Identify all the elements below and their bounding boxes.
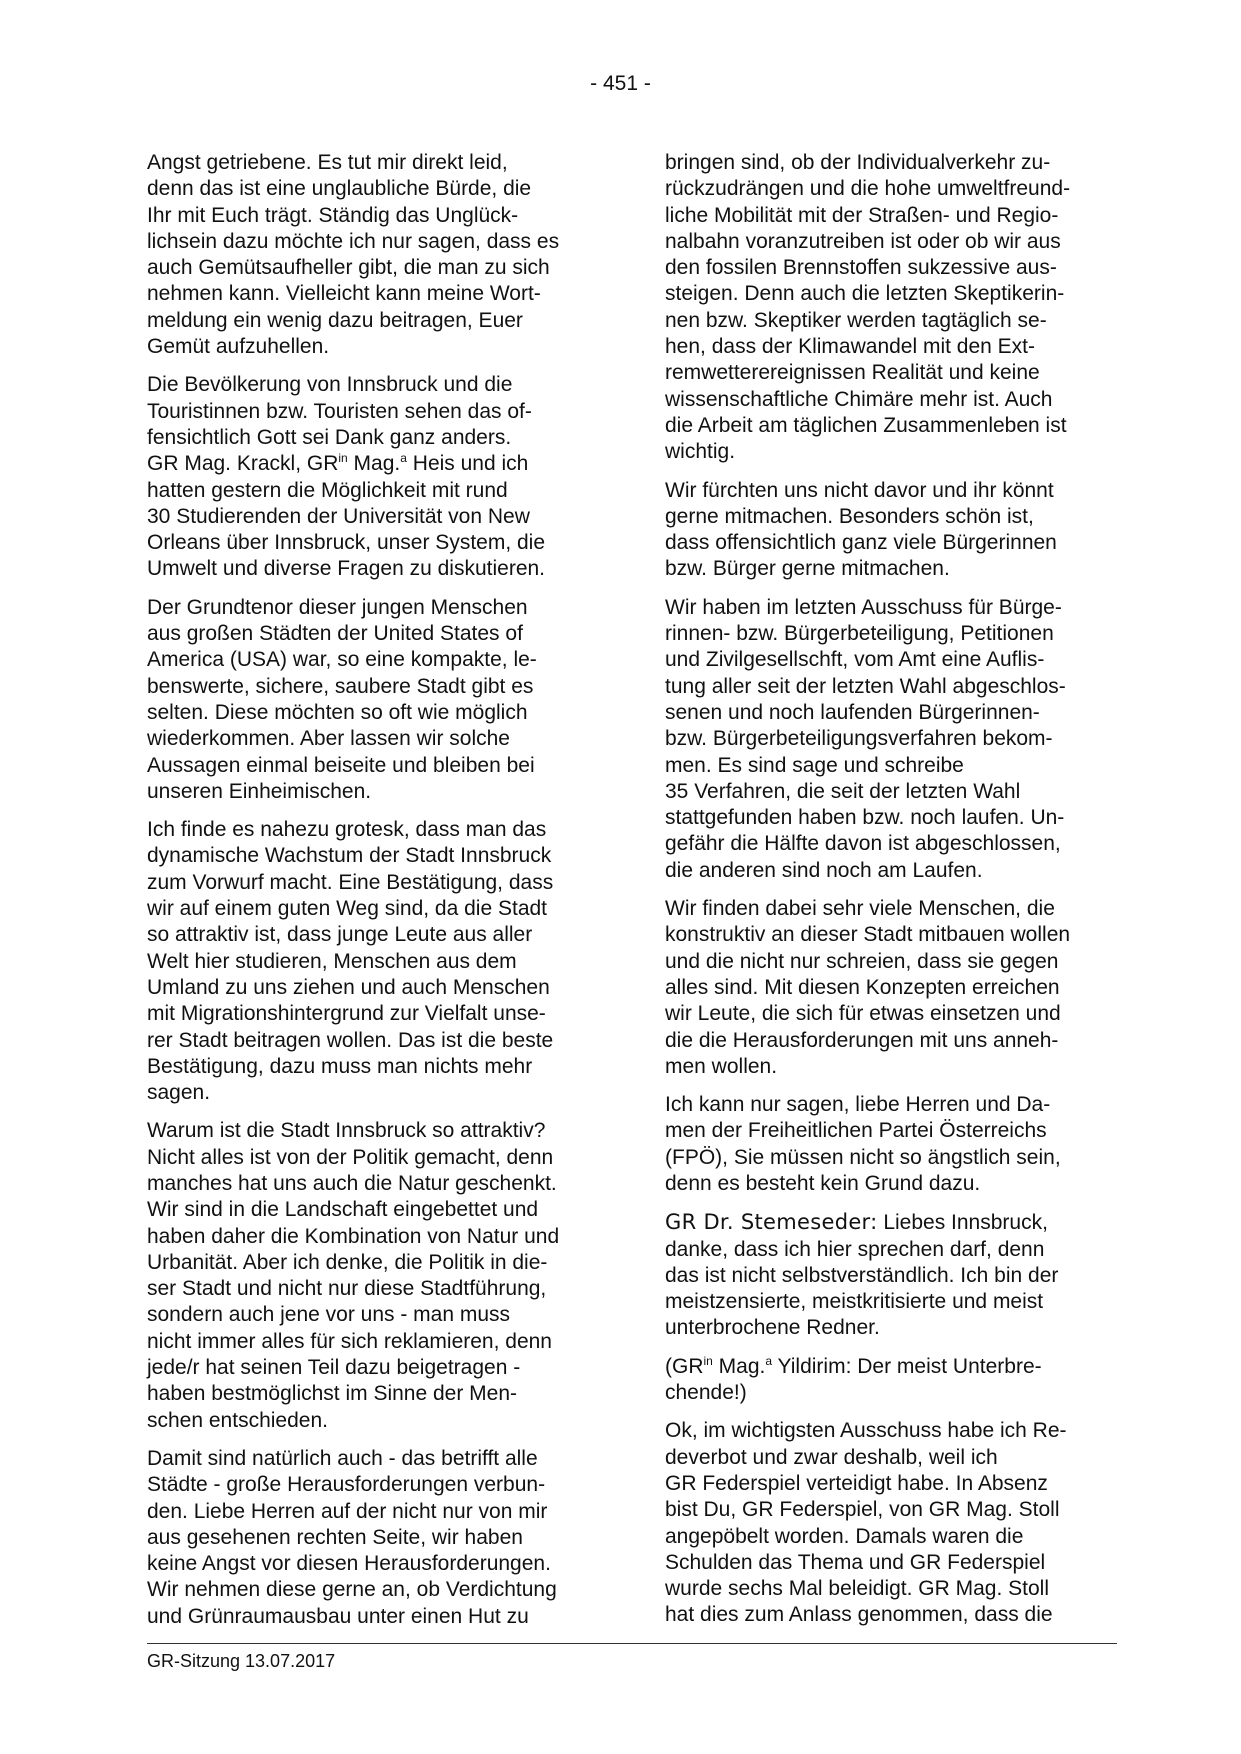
paragraph: Der Grundtenor dieser jungen Menschen aus großen Städten der United States of America (USA) war, so eine kompakte, le- benswerte, sichere, saubere Stadt gibt es selten. Diese möchten so oft wie möglich wiederkommen. Aber lassen wir solche Aussagen einmal beiseite und bleiben bei unseren Einheimischen.: [147, 595, 537, 803]
paragraph: Damit sind natürlich auch - das betrifft alle Städte - große Herausforderungen verbun- den. Liebe Herren auf der nicht nur von mir aus gesehenen rechten Seite, wir haben keine Angst vor diesen Herausforderungen. Wir nehmen diese gerne an, ob Verdichtung und Grünraumausbau unter einen Hut zu: [147, 1446, 557, 1628]
paragraph: Ich kann nur sagen, liebe Herren und Da- men der Freiheitlichen Partei Österreichs (FPÖ), Sie müssen nicht so ängstlich sein, denn es besteht kein Grund dazu.: [665, 1093, 1061, 1195]
superscript: in: [338, 451, 348, 466]
text-run: Mag.: [712, 1354, 766, 1378]
paragraph: Warum ist die Stadt Innsbruck so attraktiv? Nicht alles ist von der Politik gemacht, denn manches hat uns auch die Natur geschenkt. Wir sind in die Landschaft eingebettet und haben daher die Kombination von Natur und Urbanität. Aber ich denke, die Politik in die- ser Stadt und nicht nur diese Stadtführung, sondern auch jene vor uns - man muss nicht immer alles für sich reklamieren, denn jede/r hat seinen Teil dazu beigetragen - haben bestmöglichst im Sinne der Men- schen entschieden.: [147, 1119, 560, 1432]
speaker-paragraph: [665, 1209, 1115, 1341]
left-column: [147, 150, 597, 1642]
text-run: Die Bevölkerung von Innsbruck und die Touristinnen bzw. Touristen sehen das of- fensichtlich Gott sei Dank ganz anders. GR Mag. Krackl, GR: [147, 373, 532, 476]
page-number: - 451 -: [590, 72, 651, 95]
speaker-name: GR Dr. Stemeseder:: [665, 1210, 878, 1235]
paragraph: Angst getriebene. Es tut mir direkt leid, denn das ist eine unglaubliche Bürde, die Ihr mit Euch trägt. Ständig das Unglück- lichsein dazu möchte ich nur sagen, dass es auch Gemütsaufheller gibt, die man zu sich nehmen kann. Vielleicht kann meine Wort- meldung ein wenig dazu beitragen, Euer Gemüt aufzuhellen.: [147, 151, 560, 359]
superscript: a: [400, 451, 407, 466]
text-run: (GR: [665, 1354, 704, 1378]
text-run: Mag.: [347, 452, 401, 476]
text-run: Yildirim: Der meist Unterbre- chende!): [665, 1354, 1042, 1405]
paragraph: Wir haben im letzten Ausschuss für Bürge- rinnen- bzw. Bürgerbeteiligung, Petitionen und Zivilgesellschft, vom Amt eine Auflis- tung aller seit der letzten Wahl abgeschlos- senen und noch laufenden Bürgerinnen- bzw. Bürgerbeteiligungsverfahren bekom- men. Es sind sage und schreibe 35 Verfahren, die seit der letzten Wahl stattgefunden haben bzw. noch laufen. Un- gefähr die Hälfte davon ist abgeschlossen, die anderen sind noch am Laufen.: [665, 595, 1066, 882]
paragraph: [147, 372, 597, 582]
footer-text: GR-Sitzung 13.07.2017: [147, 1651, 336, 1671]
interjection: [665, 1354, 1115, 1407]
paragraph: Wir fürchten uns nicht davor und ihr könnt gerne mitmachen. Besonders schön ist, dass offensichtlich ganz viele Bürgerinnen bzw. Bürger gerne mitmachen.: [665, 478, 1057, 581]
speaker-text: Liebes Innsbruck, danke, dass ich hier sprechen darf, denn das ist nicht selbstverständlich. Ich bin der meistzensierte, meistkritisierte und meist unterbrochene Redner.: [665, 1211, 1059, 1340]
superscript: a: [765, 1353, 773, 1368]
right-column: [665, 150, 1115, 1641]
paragraph: Wir finden dabei sehr viele Menschen, die konstruktiv an dieser Stadt mitbauen wollen und die nicht nur schreien, dass sie gegen alles sind. Mit diesen Konzepten erreichen wir Leute, die sich für etwas einsetzen und die die Herausforderungen mit uns anneh- men wollen.: [665, 897, 1071, 1078]
paragraph: bringen sind, ob der Individualverkehr zu- rückzudrängen und die hohe umweltfreund- liche Mobilität mit der Straßen- und Regio- nalbahn voranzutreiben ist oder ob wir aus den fossilen Brennstoffen sukzessive aus- steigen. Denn auch die letzten Skeptikerin- nen bzw. Skeptiker werden tagtäglich se- hen, dass der Klimawandel mit den Ext- remwetterereignissen Realität und keine wissenschaftliche Chimäre mehr ist. Auch die Arbeit am täglichen Zusammenleben ist wichtig.: [665, 151, 1071, 464]
text-run: Heis und ich hatten gestern die Möglichkeit mit rund 30 Studierenden der Universität von New Orleans über Innsbruck, unser System, die Umwelt und diverse Fragen zu diskutieren.: [147, 452, 546, 581]
superscript: in: [703, 1353, 713, 1368]
footer-divider: [147, 1643, 1117, 1644]
paragraph: Ich finde es nahezu grotesk, dass man das dynamische Wachstum der Stadt Innsbruck zum Vorwurf macht. Eine Bestätigung, dass wir auf einem guten Weg sind, da die Stadt so attraktiv ist, dass junge Leute aus aller Welt hier studieren, Menschen aus dem Umland zu uns ziehen und auch Menschen mit Migrationshintergrund zur Vielfalt unse- rer Stadt beitragen wollen. Das ist die beste Bestätigung, dazu muss man nichts mehr sagen.: [147, 818, 554, 1105]
paragraph: Ok, im wichtigsten Ausschuss habe ich Re- deverbot und zwar deshalb, weil ich GR Federspiel verteidigt habe. In Absenz bist Du, GR Federspiel, von GR Mag. Stoll angepöbelt worden. Damals waren die Schulden das Thema und GR Federspiel wurde sechs Mal beleidigt. GR Mag. Stoll hat dies zum Anlass genommen, dass die: [665, 1419, 1067, 1627]
